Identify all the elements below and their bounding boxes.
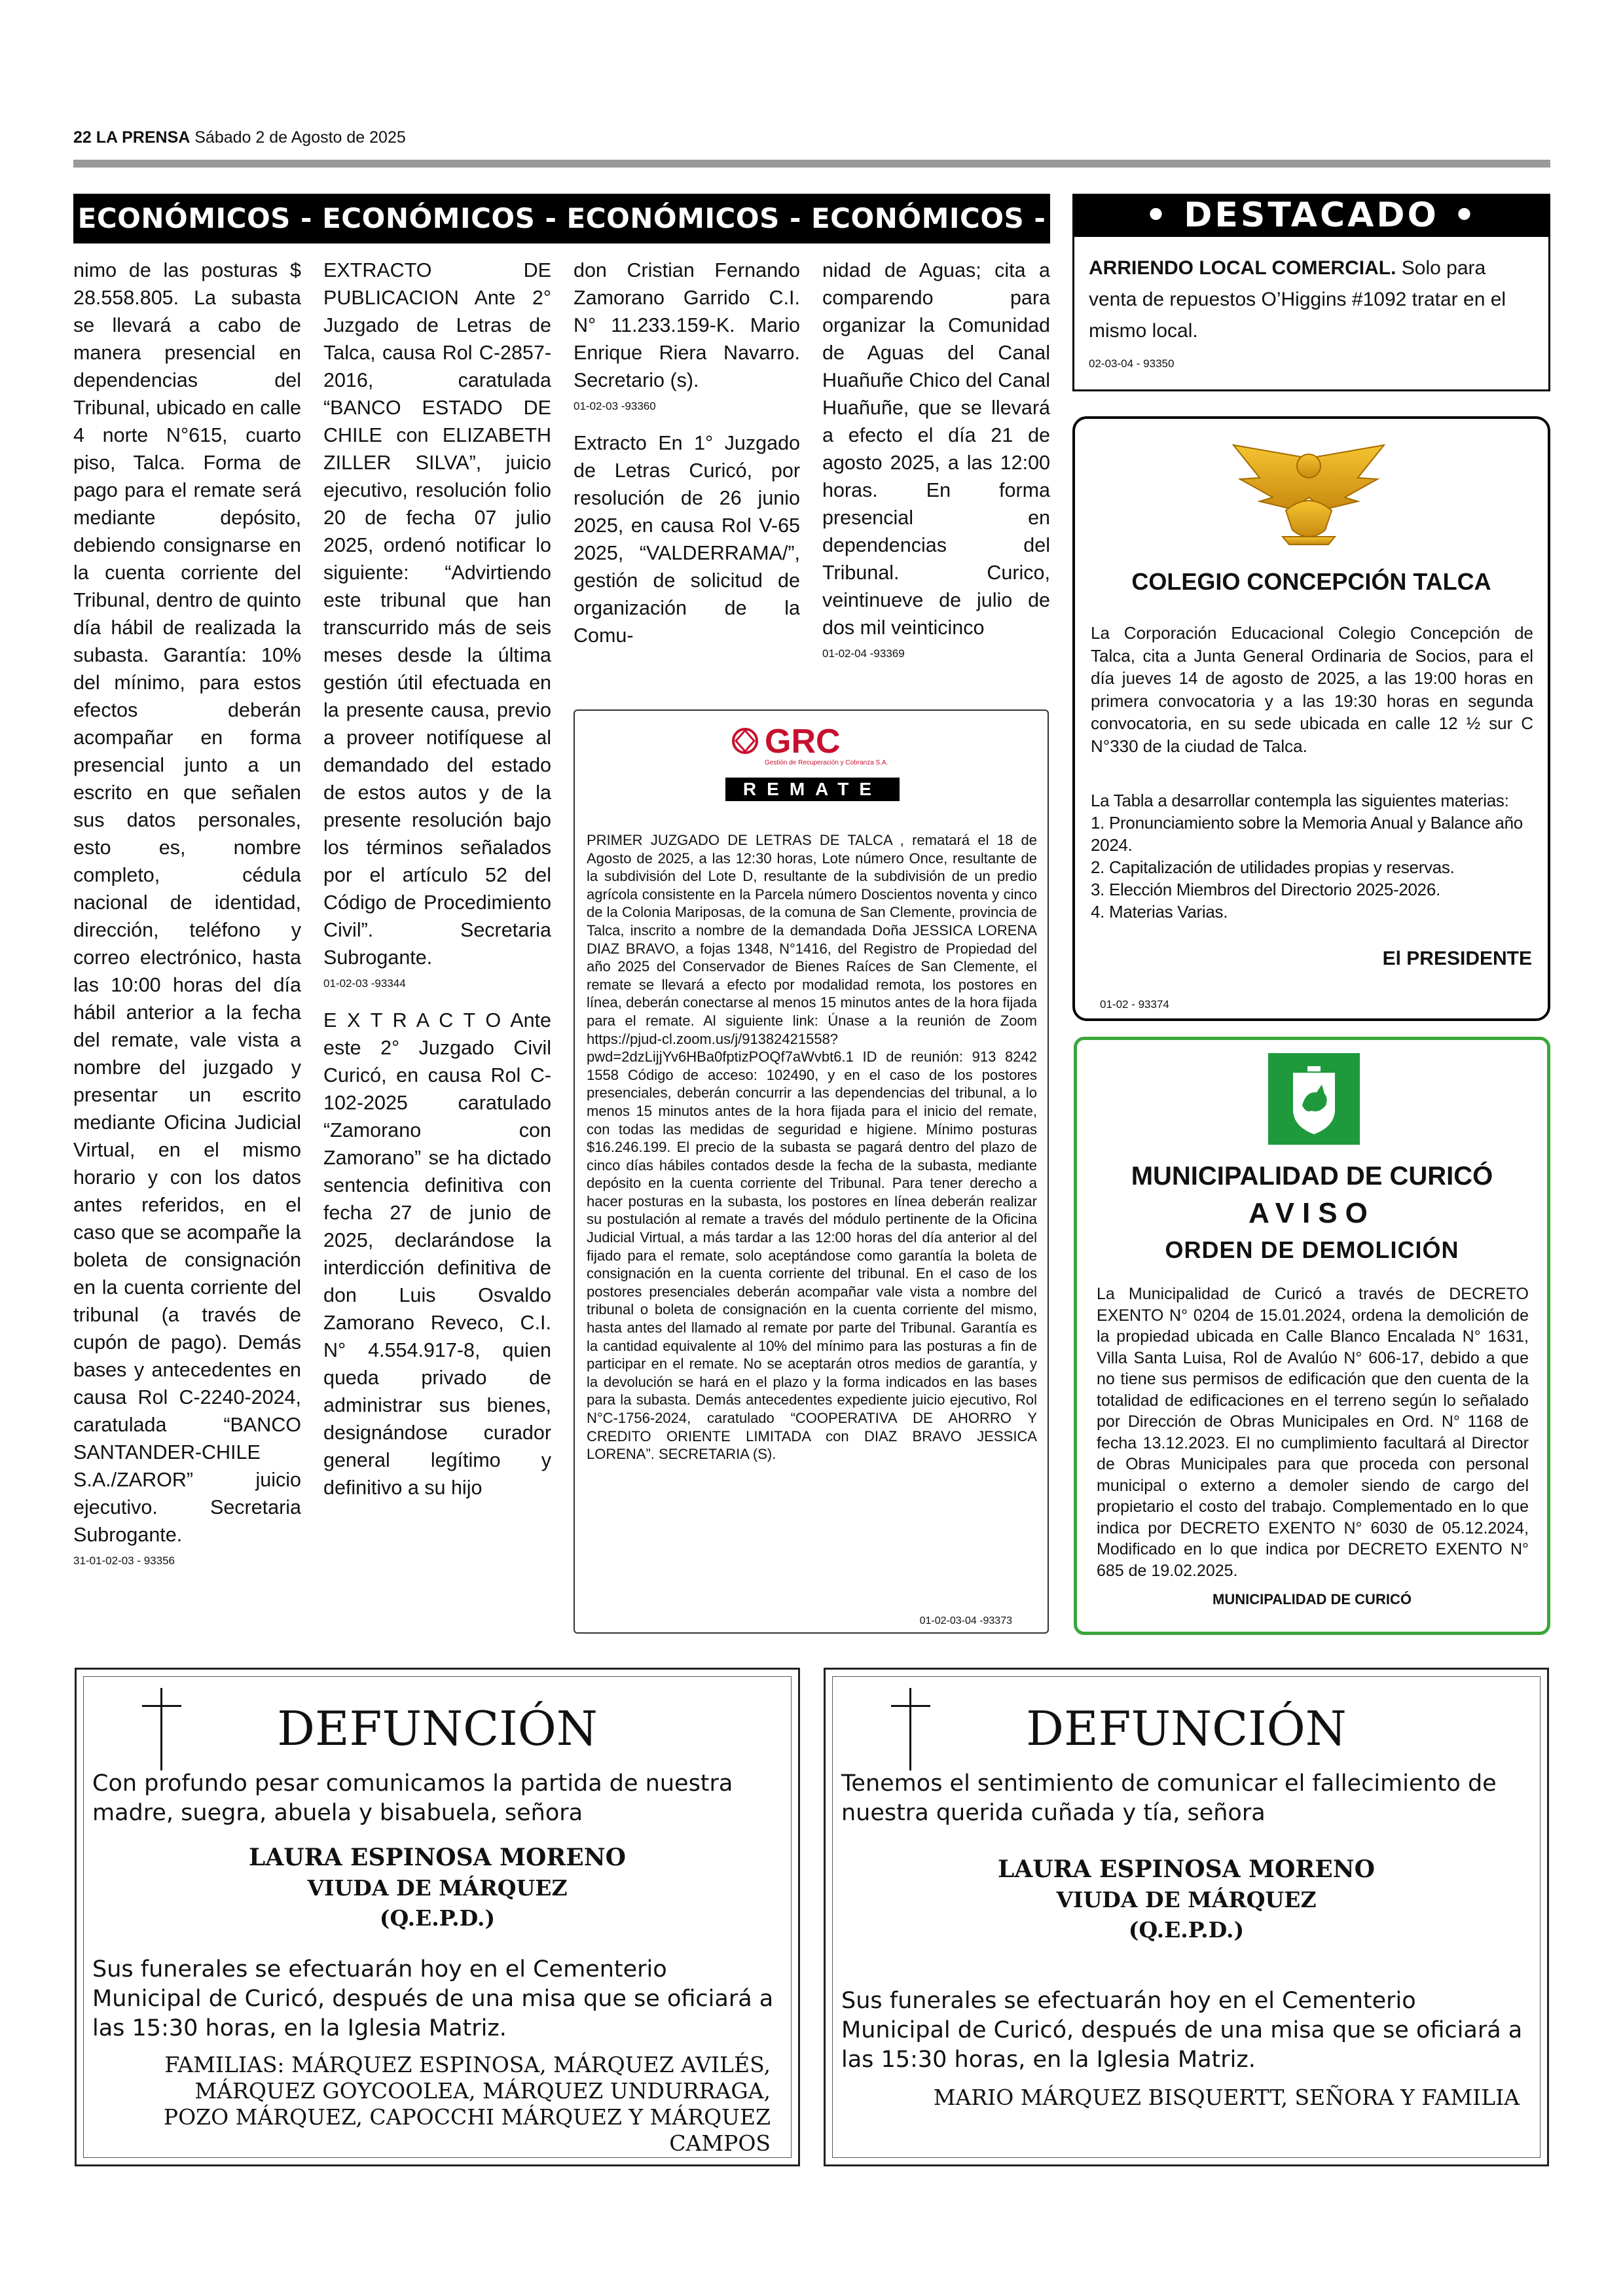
colegio-body: La Corporación Educacional Colegio Concepción de Talca, cita a Junta General Ordinaria de Socios, para el día jueves 14 de agosto de 2025, a las 19:00 horas en primera convocatoria y a las 19:30 horas en segunda convocatoria, en su sede ubicada en calle 12 ½ sur C N°330 de la ciudad de Talca. (1091, 623, 1533, 756)
destacado-text: Solo para venta de repuestos O’Higgins #1092 tratar en el mismo local. (1089, 257, 1506, 342)
agenda-item: 2. Capitalización de utilidades propias y reservas. (1091, 857, 1455, 877)
muni-subtitle: AVISO (1249, 1197, 1376, 1229)
classified-text: nidad de Aguas; cita a comparendo para organizar la Comunidad de Aguas del Canal Huañuñe Chico del Canal Huañuñe, que se llevará a efecto el día 21 de agosto 2025, a las 12:00 horas. En forma presencial en dependencias del Tribunal. Curico, veintinueve de julio de dos mil veinticinco (822, 259, 1050, 639)
municipal-shield-icon (1268, 1053, 1360, 1145)
obituary-notice (75, 1668, 800, 2166)
municipalidad-aviso (1074, 1037, 1550, 1635)
destacado-title: ARRIENDO LOCAL COMERCIAL. (1089, 257, 1396, 279)
muni-title: MUNICIPALIDAD DE CURICÓ (1131, 1162, 1493, 1191)
obituary-name: LAURA ESPINOSA MORENO (998, 1856, 1375, 1883)
eagle-emblem-icon (1220, 432, 1397, 550)
economicos-banner: ECONÓMICOS - ECONÓMICOS - ECONÓMICOS - ECONÓMICOS - (73, 194, 1050, 243)
grc-logo (727, 723, 898, 767)
paper-name: LA PRENSA (96, 128, 191, 147)
obituary-family: FAMILIAS: MÁRQUEZ ESPINOSA, MÁRQUEZ AVILÉS, MÁRQUEZ GOYCOOLEA, MÁRQUEZ UNDURRAGA, POZO MÁRQUEZ, CAPOCCHI MÁRQUEZ Y MÁRQUEZ CAMPOS (163, 2052, 771, 2156)
classified-code: 01-02 - 93374 (1100, 998, 1169, 1011)
destacado-banner: • DESTACADO • (1072, 194, 1550, 237)
page-header (73, 128, 406, 147)
destacado-ad (1072, 237, 1550, 391)
classified-code: 02-03-04 - 93350 (1089, 357, 1175, 370)
colegio-signature: El PRESIDENTE (1382, 948, 1532, 969)
classified-text: nimo de las posturas $ 28.558.805. La subasta se llevará a cabo de manera presencial en dependencias del Tribunal, ubicado en calle 4 norte N°615, cuarto piso, Talca. Forma de pago para el remate será mediante depósito, debiendo consignarse en la cuenta corriente del Tribunal, dentro de quinto día hábil de realizada la subasta. Garantía: 10% del mínimo, para estos efectos deberán acompañar en forma presencial junto a un escrito en que señalen sus datos personales, esto es, nombre completo, cédula nacional de identidad, dirección, teléfono y correo electrónico, hasta las 10:00 horas del día hábil anterior a la fecha del remate, vale vista a nombre del juzgado y presentar un escrito mediante Oficina Judicial Virtual, en el mismo horario y con los datos antes referidos, en el caso que se acompañe la boleta de consignación en la cuenta corriente del tribunal (a través de cupón de pago). Demás bases y antecedentes en causa Rol C-2240-2024, caratulada “BANCO SANTANDER-CHILE S.A./ZAROR” juicio ejecutivo. Secretaria Subrogante. (73, 259, 301, 1546)
muni-body: La Municipalidad de Curicó a través de DECRETO EXENTO N° 0204 de 15.01.2024, ordena la demolición de la propiedad ubicada en Calle Blanco Encalada N° 1631, Villa Santa Luisa, Rol de Avalúo N° 606-17, debido a que no tiene sus permisos de edificación que den cuenta de la totalidad de edificaciones en el terreno según lo señalado por Dirección de Obras Municipales en Ord. N° 1168 de fecha 13.12.2023. El no cumplimiento facultará al Director de Obras Municipales para que proceda con personal municipal o externo a demoler siendo de cargo del propietario el costo del trabajo. Complementado en lo que indica por DECRETO EXENTO N° 6030 de 05.12.2024, Modificado en lo que indica por DECRETO EXENTO N° 685 de 19.02.2025. (1097, 1285, 1529, 1580)
obituary-funeral: Sus funerales se efectuarán hoy en el Cementerio Municipal de Curicó, después de una misa que se oficiará a las 15:30 horas, en la Iglesia Matriz. (92, 1956, 774, 2041)
obituary-name-2: VIUDA DE MÁRQUEZ (1056, 1887, 1317, 1912)
obituary-family: MARIO MÁRQUEZ BISQUERTT, SEÑORA Y FAMILIA (933, 2085, 1520, 2110)
classified-text: E X T R A C T O Ante este 2° Juzgado Civil Curicó, en causa Rol C-102-2025 caratulado “Zamorano con Zamorano” se ha dictado sentencia definitiva con fecha 27 de junio de 2025, declarándose la interdicción definitiva de don Luis Osvaldo Zamorano Reveco, C.I. N° 4.554.917-8, quien queda privado de administrar sus bienes, designándose curador general legítimo y definitivo a su hijo (323, 1009, 551, 1499)
classified-text: EXTRACTO DE PUBLICACION Ante 2° Juzgado de Letras de Talca, causa Rol C-2857-2016, caratulada “BANCO ESTADO DE CHILE con ELIZABETH ZILLER SILVA”, juicio ejecutivo, resolución folio 20 de fecha 07 julio 2025, ordenó notificar lo siguiente: “Advirtiendo este tribunal que han transcurrido más de seis meses desde la última gestión útil efectuada en la presente causa, previo a proveer notifíquese al demandado del estado de estos autos y de la presente resolución bajo los términos señalados por el artículo 52 del Código de Procedimiento Civil”. Secretaria Subrogante. (323, 259, 551, 969)
classified-code: 31-01-02-03 - 93356 (73, 1554, 175, 1567)
obituary-qepd: (Q.E.P.D.) (1128, 1917, 1245, 1943)
classified-code: 01-02-03 -93344 (323, 977, 406, 990)
grc-logo-text: GRC (765, 723, 841, 761)
obituary-title: DEFUNCIÓN (277, 1701, 598, 1756)
obituary-funeral: Sus funerales se efectuarán hoy en el Cementerio Municipal de Curicó, después de una misa que se oficiará a las 15:30 horas, en la Iglesia Matriz. (841, 1988, 1523, 2073)
page-date: Sábado 2 de Agosto de 2025 (194, 128, 406, 147)
classified-code: 01-02-03-04 -93373 (919, 1615, 1012, 1626)
classified-column-4 (822, 257, 1050, 664)
obituary-name: LAURA ESPINOSA MORENO (249, 1844, 626, 1871)
obituary-name-2: VIUDA DE MÁRQUEZ (307, 1875, 568, 1901)
agenda-item: 1. Pronunciamiento sobre la Memoria Anual y Balance año 2024. (1091, 813, 1523, 855)
header-rule (73, 160, 1550, 168)
classified-column-1 (73, 257, 301, 1571)
agenda-item: 4. Materias Varias. (1091, 902, 1228, 922)
grc-remate-ad (574, 709, 1049, 1634)
classified-text: Extracto En 1° Juzgado de Letras Curicó, por resolución de 26 junio 2025, en causa Rol V-65 2025, “VALDERRAMA/”, gestión de solicitud de organización de la Comu- (574, 432, 800, 647)
obituary-intro: Con profundo pesar comunicamos la partida de nuestra madre, suegra, abuela y bisabuela, señora (92, 1770, 733, 1826)
remate-label: REMATE (725, 778, 900, 801)
colegio-title: COLEGIO CONCEPCIÓN TALCA (1131, 568, 1491, 595)
classified-code: 01-02-04 -93369 (822, 647, 905, 660)
agenda-item: 3. Elección Miembros del Directorio 2025-2026. (1091, 880, 1440, 899)
colegio-concepcion-ad (1072, 416, 1550, 1021)
obituary-title: DEFUNCIÓN (1026, 1701, 1347, 1756)
remate-text: PRIMER JUZGADO DE LETRAS DE TALCA , rematará el 18 de Agosto de 2025, a las 12:30 horas, Lote número Once, resultante de la subdivisión del Lote D, resultante de la subdivisión de un predio agrícola consistente en la Parcela número Doscientos noventa y cinco de la Colonia Mariposas, de la comuna de San Clemente, provincia de Talca, inscrito a nombre de la demandada Doña JESSICA LORENA DIAZ BRAVO, a fojas 1348, N°1416, del Registro de Propiedad del año 2025 del Conservador de Bienes Raíces de San Clemente, el remate se llevará a efecto por modalidad remota, los postores en línea, deberán conectarse al menos 15 minutos antes de la hora fijada para el remate. Al siguiente link: Únase a la reunión de Zoom https://pjud-cl.zoom.us/j/91382421558?pwd=2dzLijjYv6HBa0fptizPOQf7aWvbt6.1 ID de reunión: 913 8242 1558 Código de acceso: 102490, y en el caso de los postores presenciales, deberán concurrir a las dependencias del tribunal, a lo menos 15 minutos antes de la hora fijada para el inicio del remate, con todas las medidas de seguridad e higiene. Mínimo posturas $16.246.199. El precio de la subasta se pagará dentro del plazo de cinco días hábiles contados desde la fecha de la subasta, mediante depósito en la cuenta corriente del Tribunal. Para tener derecho a hacer posturas en la subasta, los postores en línea deberán realizar su postulación al remate a través del módulo pertinente de la Oficina Judicial Virtual, a más tardar a las 12:00 horas del día anterior al del fijado para el remate, solo aceptándose como garantía la boleta de consignación en la cuenta corriente del tribunal. En el caso de los postores presenciales deberán acompañar vale vista a nombre del tribunal o boleta de consignación en la cuenta corriente del mismo, hasta antes del llamado al remate por parte del Tribunal. Garantía es la cantidad equivalente al 10% del mínimo para las posturas a fin de participar en el remate. No se aceptarán otros medios de garantía, y la devolución se hará en el plazo y la forma indicados en las bases para la subasta. Demás antecedentes expediente juicio ejecutivo, Rol N°C-1756-2024, caratulado “COOPERATIVA DE AHORRO Y CREDITO ORIENTE LIMITADA con DIAZ BRAVO JESSICA LORENA”. SECRETARIA (S). (587, 832, 1037, 1463)
classified-column-2 (323, 257, 551, 1501)
obituary-qepd: (Q.E.P.D.) (379, 1905, 496, 1931)
agenda-intro: La Tabla a desarrollar contempla las siguientes materias: (1091, 791, 1509, 810)
page-number: 22 (73, 128, 92, 147)
classified-code: 01-02-03 -93360 (574, 400, 656, 412)
classified-column-3 (574, 257, 800, 649)
obituary-notice (824, 1668, 1549, 2166)
obituary-intro: Tenemos el sentimiento de comunicar el fallecimiento de nuestra querida cuñada y tía, señora (841, 1770, 1497, 1826)
grc-logo-subtitle: Gestión de Recuperación y Cobranza S.A. (765, 759, 888, 766)
muni-heading: ORDEN DE DEMOLICIÓN (1165, 1236, 1459, 1263)
colegio-agenda (1091, 789, 1533, 923)
classified-text: don Cristian Fernando Zamorano Garrido C.I. N° 11.233.159-K. Mario Enrique Riera Navarro. Secretario (s). (574, 259, 800, 391)
muni-signature: MUNICIPALIDAD DE CURICÓ (1213, 1591, 1412, 1607)
